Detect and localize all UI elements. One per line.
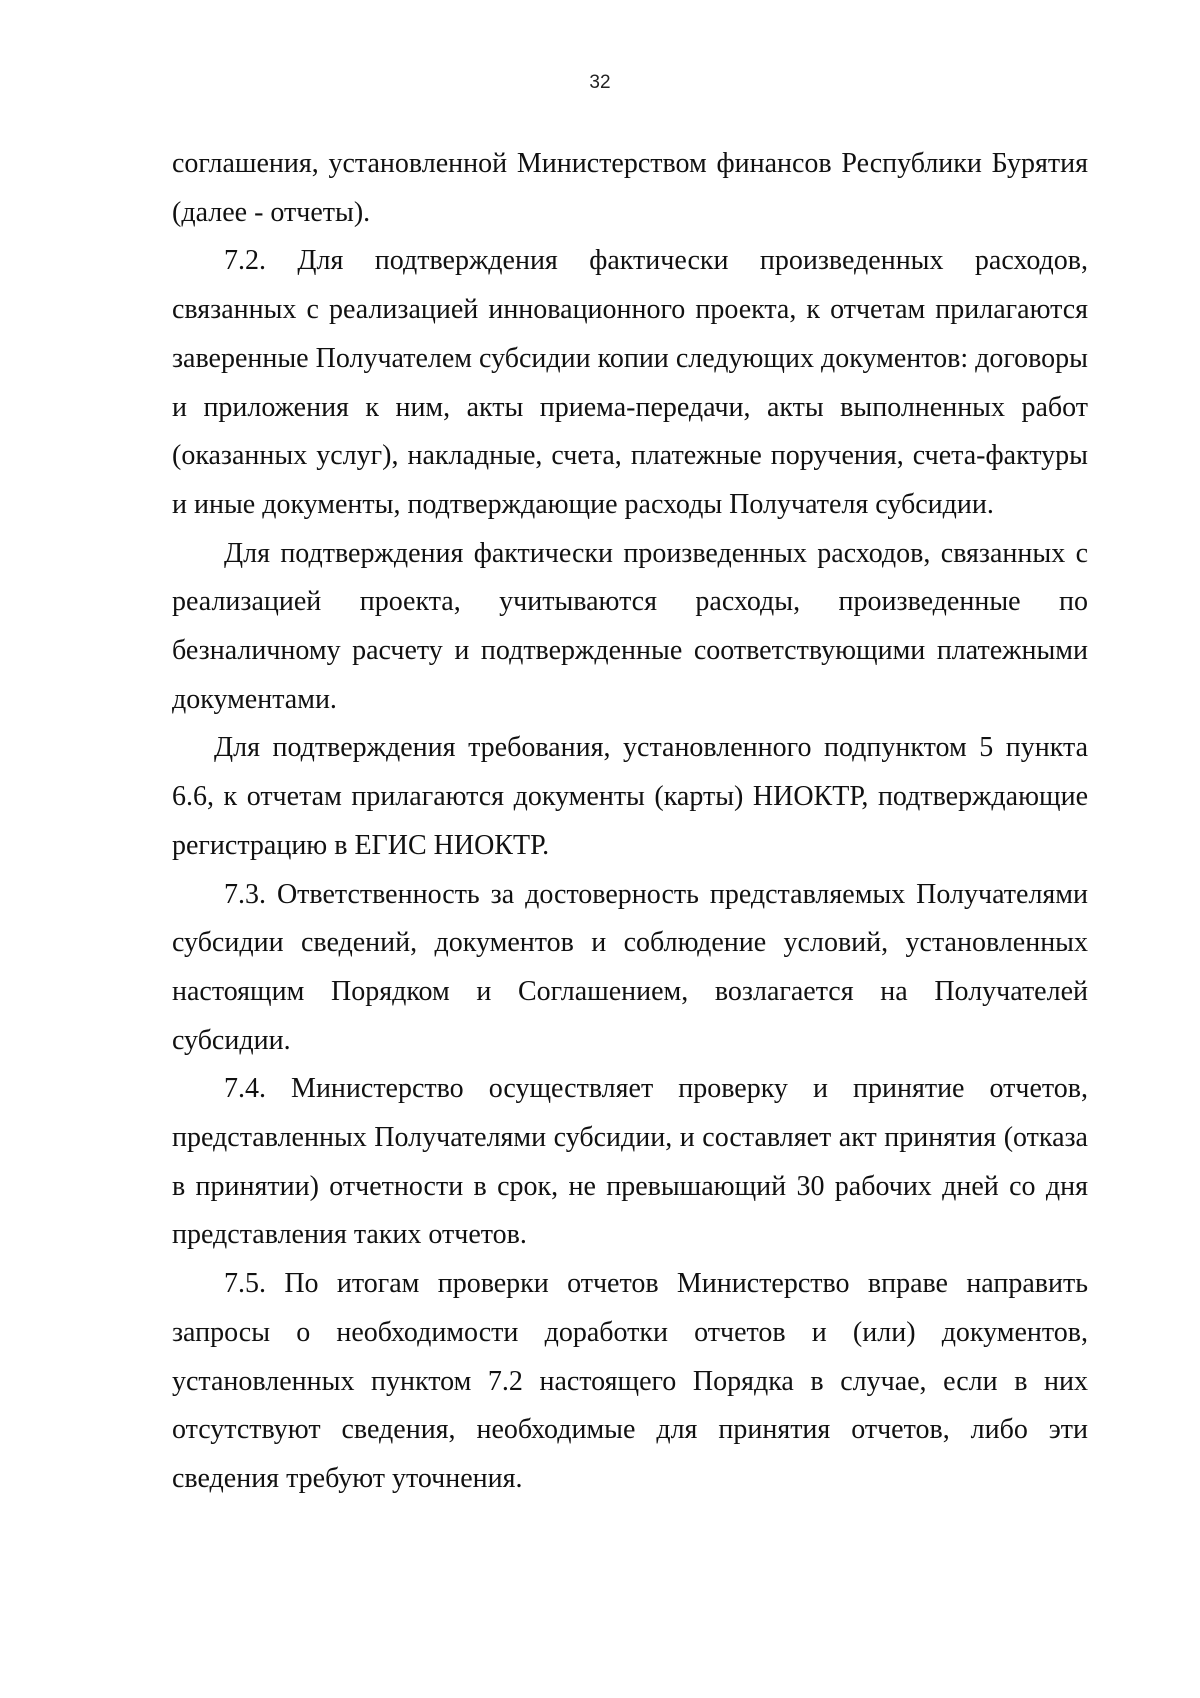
paragraph-cashless-expenses: Для подтверждения фактически произведенных расходов, связанных с реализацией проекта, учитываются расходы, произведенные по безналичному расчету и подтвержденные соответствующими платежными документами.: [172, 537, 1088, 715]
paragraph-continuation: соглашения, установленной Министерством финансов Республики Бурятия (далее - отчеты).: [172, 148, 1088, 228]
paragraph-7-2: 7.2. Для подтверждения фактически произведенных расходов, связанных с реализацией инновационного проекта, к отчетам прилагаются заверенные Получателем субсидии копии следующих документов: договоры и приложения к ним, акты приема-передачи, акты выполненных работ (оказанных услуг), накладные, счета, платежные поручения, счета-фактуры и иные документы, подтверждающие расходы Получателя субсидии.: [172, 245, 1088, 520]
paragraph-7-5: 7.5. По итогам проверки отчетов Министерство вправе направить запросы о необходимости доработки отчетов и (или) документов, установленных пунктом 7.2 настоящего Порядка в случае, если в них отсутствуют сведения, необходимые для принятия отчетов, либо эти сведения требуют уточнения.: [172, 1268, 1088, 1494]
paragraph-nioktr-requirement: Для подтверждения требования, установленного подпунктом 5 пункта 6.6, к отчетам прилагаются документы (карты) НИОКТР, подтверждающие регистрацию в ЕГИС НИОКТР.: [172, 732, 1088, 861]
paragraph-7-3: 7.3. Ответственность за достоверность представляемых Получателями субсидии сведений, документов и соблюдение условий, установленных настоящим Порядком и Соглашением, возлагается на Получателей субсидии.: [172, 878, 1088, 1056]
document-body: [172, 140, 1088, 1504]
page-number: 32: [589, 72, 611, 93]
paragraph-7-4: 7.4. Министерство осуществляет проверку и принятие отчетов, представленных Получателями субсидии, и составляет акт принятия (отказа в принятии) отчетности в срок, не превышающий 30 рабочих дней со дня представления таких отчетов.: [172, 1073, 1088, 1251]
